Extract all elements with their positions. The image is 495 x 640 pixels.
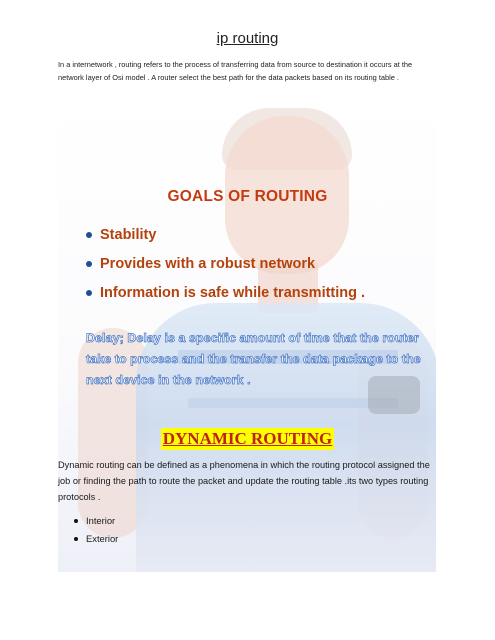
list-item [74,512,118,530]
dynamic-routing-heading-text: DYNAMIC ROUTING [162,429,333,448]
routing-types-list [74,512,118,548]
goal-text: Stability [100,227,157,243]
dynamic-routing-heading [0,428,495,450]
list-item [86,224,365,253]
bullet-icon [86,232,92,238]
delay-paragraph: Delay; Delay is a specific amount of time that the router take to process and the transfer the data package to the next device in the network . [86,331,421,387]
goals-heading: GOALS OF ROUTING [167,188,328,205]
bullet-icon [86,290,92,296]
bullet-icon [86,261,92,267]
goals-list [86,224,365,311]
dynamic-routing-paragraph: Dynamic routing can be defined as a phenomena in which the routing protocol assigned the job or finding the path to route the packet and update the routing table .its two types routing protocols . [58,460,430,502]
page-title: ip routing [216,30,279,47]
goal-text: Information is safe while transmitting . [100,285,366,301]
list-item [74,530,118,548]
bullet-icon [74,537,78,541]
list-item [86,253,365,282]
list-item [86,282,365,311]
intro-paragraph: In a internetwork , routing refers to the process of transferring data from source to destination it occurs at the network layer of Osi model . A router select the best path for the data packets based on its routing table . [58,60,413,83]
bullet-icon [74,519,78,523]
type-text: Exterior [86,533,119,544]
goal-text: Provides with a robust network [100,256,316,272]
type-text: Interior [86,515,116,526]
